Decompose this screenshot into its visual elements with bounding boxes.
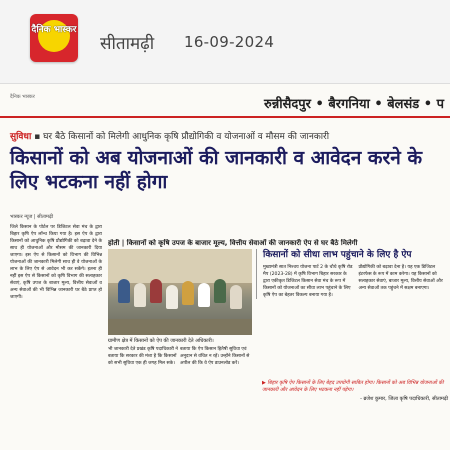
city-name: सीतामढ़ी	[100, 34, 155, 54]
article-photo	[108, 249, 252, 335]
article-body-1: जिले किसान के पोर्टल पर डिजिटल सेवा मंच के द्वारा बिहार कृषि ऐप लॉन्च किया गया है। इस ऐप के द्वारा किसानों को आधुनिक कृषि प्रौद्योगिकी को बढ़ावा देने के साथ ही योजनाओं और मौसम की जानकारी दिया जाएगा। इस ऐप से किसानों को विभाग की विभिन्न योजनाओं की जानकारी मिलेगी साथ ही वे योजनाओं के लाभ के लिए ऐप से आवेदन भी कर सकेंगे। इतना ही नहीं इस ऐप से किसानों को कृषि विभाग की सलाहकार सेवाएं, कृषि उपज के बाजार मूल्य, वित्तीय सेवाओं व अन्य सेवाओं की भी विभिन्न जानकारी घर बैठे प्राप्त हो जाएगी।	[10, 225, 102, 300]
publication-date: 16-09-2024	[184, 33, 275, 51]
article-column-2: भी जानकारी देते प्रखंड कृषि पदाधिकारी ने बताया कि सरकार की मंशा है कि किसानों को सभी सुविधा एक ही जगह मिल सके।	[108, 347, 178, 366]
kicker-text: ▪ घर बैठे किसानों को मिलेगी आधुनिक कृषि प्रौद्योगिकी व योजनाओं व मौसम की जानकारी	[31, 132, 330, 142]
logo-text: दैनिक भास्कर	[31, 25, 77, 35]
article-column-1	[10, 214, 102, 301]
quote-attribution: - ब्रजेश कुमार, जिला कृषि पदाधिकारी, सीतामढ़ी	[360, 396, 448, 402]
byline: भास्कर न्यूज | सीतामढ़ी	[10, 214, 54, 220]
paper-masthead	[0, 84, 450, 118]
section-places: रुन्नीसैदपुर • बैरगनिया • बेलसंड • प	[264, 97, 444, 112]
kicker-line	[10, 129, 329, 142]
app-header	[0, 0, 450, 84]
photo-caption: ग्रामीण क्षेत्र में किसानों को ऐप की जानकारी देते अधिकारी।	[108, 338, 214, 344]
sub-headline: होती | किसानों को कृषि उपज के बाजार मूल्य, वित्तीय सेवाओं की जानकारी ऐप से घर बैठे मिलेगी	[108, 239, 358, 247]
quote-text: ▶ बिहार कृषि ऐप किसानों के लिए बेहद उपयोगी साबित होगा। किसानों को अब विभिन्न योजनाओं की जानकारी और आवेदन के लिए भटकना नहीं पड़ेगा।	[262, 380, 444, 393]
side-box	[256, 249, 448, 299]
kicker-label: सुविधा	[10, 132, 32, 142]
publication-name: दैनिक भास्कर	[10, 94, 35, 100]
main-headline: किसानों को अब योजनाओं की जानकारी व आवेदन करने के लिए भटकना नहीं होगा	[10, 147, 423, 193]
side-box-title: किसानों को सीधा लाभ पहुंचाने के लिए है ऐप	[263, 250, 412, 260]
newspaper-clipping	[0, 84, 450, 450]
article-column-3: बताया कि ऐप किसान हितैषी सुविधा एवं अनुदान से वंचित न रहें। उन्होंने किसानों से अपील की कि वे ऐप डाउनलोड करें।	[180, 347, 250, 366]
side-box-text-a: मुख्यमंत्री सात निश्चय योजना पार्ट 2 के चौथे कृषि रोड मैप (2023-28) में कृषि विभाग बिहार सरकार के द्वारा एकीकृत डिजिटल किसान सेवा मंच के रूप में किसानों को योजनाओं का सीधा लाभ पहुंचाने के लिए कृषि ऐप का बेहतर विकल्प बनाया गया है।	[263, 265, 353, 298]
official-quote	[262, 380, 448, 403]
dainik-bhaskar-logo[interactable]	[30, 14, 78, 62]
side-box-text-b: प्रौद्योगिकी को बढ़ावा देना है। यह एक डिजिटल इंटरफेस के रूप में काम करेगा। यह किसानों को सलाहकार सेवाएं, बाजार मूल्य, वित्तीय सेवाओं और अन्य सेवाओं तक पहुंचने में सक्षम बनाएगा।	[358, 265, 443, 291]
